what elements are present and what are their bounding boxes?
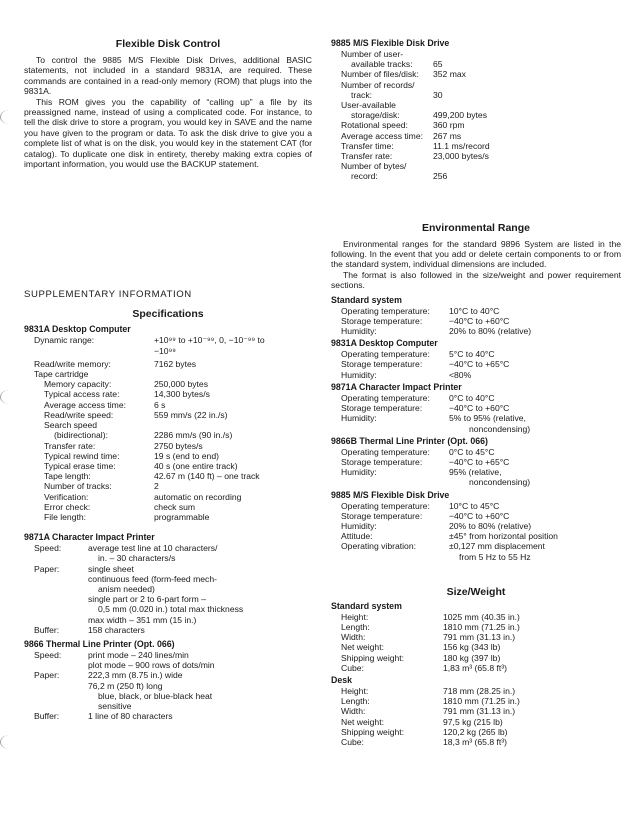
specifications-heading: Specifications <box>132 308 204 321</box>
spec-label: Length: <box>341 621 370 632</box>
spec-value: 6 s <box>154 399 166 410</box>
spec-value: 5°C to 40°C <box>449 349 495 360</box>
spec-value: 1,83 m³ (65.8 ft³) <box>443 662 507 673</box>
spec-value: 7162 bytes <box>154 358 197 369</box>
env-impact-printer-list <box>331 393 621 434</box>
spec-value: 19 s (end to end) <box>154 450 219 461</box>
paragraph-environment-format: The format is also followed in the size/weight and power requirement sections. <box>331 269 621 291</box>
spec-value: anism needed) <box>98 583 155 594</box>
spec-value: 180 kg (397 lb) <box>443 652 501 663</box>
spec-label: Net weight: <box>341 642 384 653</box>
spec-value: 97,5 kg (215 lb) <box>443 716 503 727</box>
spec-label: Transfer rate: <box>341 151 393 162</box>
spec-label: Paper: <box>34 563 60 574</box>
spec-value: 791 mm (31.13 in.) <box>443 632 516 643</box>
spec-value: 20% to 80% (relative) <box>449 520 532 531</box>
spec-label: Buffer: <box>34 711 60 722</box>
spec-value: 791 mm (31.13 in.) <box>443 706 516 717</box>
env-impact-printer-heading: 9871A Character Impact Printer <box>331 381 462 392</box>
spec-label: Error check: <box>44 501 91 512</box>
spec-value: max width – 351 mm (15 in.) <box>88 614 197 625</box>
spec-label: Height: <box>341 611 369 622</box>
spec-value: 256 <box>433 171 448 182</box>
spec-value: 158 characters <box>88 624 145 635</box>
spec-label: Shipping weight: <box>341 652 405 663</box>
spec-label: Number of files/disk: <box>341 69 419 80</box>
env-thermal-printer-list <box>331 447 621 488</box>
env-desktop-computer-heading: 9831A Desktop Computer <box>331 338 438 349</box>
spec-label: Speed: <box>34 543 62 554</box>
spec-label: Transfer rate: <box>44 440 96 451</box>
spec-label: available tracks: <box>351 59 413 70</box>
spec-value: 2 <box>154 481 159 492</box>
spec-value: −40°C to +65°C <box>449 359 510 370</box>
env-disk-drive-list <box>331 501 621 562</box>
spec-label: Cube: <box>341 736 364 747</box>
spec-value: 120,2 kg (265 lb) <box>443 726 508 737</box>
spec-value: in. – 30 characters/s <box>98 553 176 564</box>
spec-label: Storage temperature: <box>341 456 423 467</box>
spec-value: print mode – 240 lines/min <box>88 649 189 660</box>
spec-label: track: <box>351 89 373 100</box>
spec-value: 718 mm (28.25 in.) <box>443 685 516 696</box>
spec-value: 1025 mm (40.35 in.) <box>443 611 520 622</box>
spec-value: −10⁹⁹ <box>154 345 176 356</box>
spec-value: −40°C to +60°C <box>449 403 510 414</box>
spec-value: +10⁹⁹ to +10⁻⁹⁹, 0, −10⁻⁹⁹ to <box>154 335 265 346</box>
spec-label: Typical erase time: <box>44 460 116 471</box>
left-column <box>24 0 312 721</box>
spec-label: Humidity: <box>341 369 377 380</box>
spec-label: Operating temperature: <box>341 305 430 316</box>
spec-value: 2750 bytes/s <box>154 440 203 451</box>
thermal-printer-heading: 9866 Thermal Line Printer (Opt. 066) <box>24 638 175 649</box>
spec-value: ±45° from horizontal position <box>449 531 558 542</box>
spec-label: Tape length: <box>44 471 91 482</box>
impact-printer-spec-list <box>24 543 312 635</box>
spec-label: Number of tracks: <box>44 481 112 492</box>
spec-label: File length: <box>44 511 87 522</box>
env-disk-drive-heading: 9885 M/S Flexible Disk Drive <box>331 489 450 500</box>
spec-value: plot mode – 900 rows of dots/min <box>88 660 215 671</box>
spec-label: Transfer time: <box>341 140 394 151</box>
spec-label: Net weight: <box>341 716 384 727</box>
spec-label: Dynamic range: <box>34 335 95 346</box>
flexible-disk-control-heading: Flexible Disk Control <box>115 38 221 50</box>
spec-label: Rotational speed: <box>341 120 408 131</box>
supplementary-information-heading: SUPPLEMENTARY INFORMATION <box>24 289 192 301</box>
spec-label: Height: <box>341 685 369 696</box>
spec-value: 20% to 80% (relative) <box>449 326 532 337</box>
spec-label: Length: <box>341 696 370 707</box>
spec-value: 0,5 mm (0.020 in.) total max thickness <box>98 604 244 615</box>
spec-value: average test line at 10 characters/ <box>88 543 218 554</box>
disk-drive-heading: 9885 M/S Flexible Disk Drive <box>331 38 450 48</box>
spec-value: from 5 Hz to 55 Hz <box>459 551 531 562</box>
right-column <box>331 0 621 747</box>
paragraph-environment-intro: Environmental ranges for the standard 9896 System are listed in the following. In the event that you add or delete certain components to or from the standard system, individual dimensions are included. <box>331 238 621 270</box>
spec-value: 0°C to 45°C <box>449 446 495 457</box>
size-weight-heading: Size/Weight <box>446 585 506 598</box>
spec-value: 2286 mm/s (90 in./s) <box>154 430 233 441</box>
spec-label: Storage temperature: <box>341 315 423 326</box>
spec-value: 250,000 bytes <box>154 379 208 390</box>
tape-spec-list-a <box>24 379 312 440</box>
impact-printer-heading: 9871A Character Impact Printer <box>24 532 155 543</box>
spec-label: Number of user- <box>341 49 404 59</box>
spec-label: Humidity: <box>341 326 377 337</box>
spec-value: 1810 mm (71.25 in.) <box>443 696 520 707</box>
spec-value: 14,300 bytes/s <box>154 389 210 400</box>
spec-value: −40°C to +60°C <box>449 315 510 326</box>
spec-value: 222,3 mm (8.75 in.) wide <box>88 670 183 681</box>
spec-label: Typical access rate: <box>44 389 120 400</box>
spec-label: Operating temperature: <box>341 500 430 511</box>
spec-label: Buffer: <box>34 624 60 635</box>
spec-value: 1810 mm (71.25 in.) <box>443 621 520 632</box>
spec-value: 360 rpm <box>433 120 465 131</box>
spec-label: User-available <box>341 100 396 111</box>
binder-hole-mark <box>0 735 19 749</box>
spec-value: 11.1 ms/record <box>433 140 490 151</box>
spec-label: Tape cartridge <box>34 369 89 380</box>
spec-label: Operating temperature: <box>341 392 430 403</box>
spec-label: Verification: <box>44 491 89 502</box>
spec-label: Humidity: <box>341 413 377 424</box>
env-desktop-computer-list <box>331 349 621 380</box>
env-standard-system-list <box>331 306 621 337</box>
spec-label: Number of records/ <box>341 79 415 90</box>
spec-value: sensitive <box>98 700 132 711</box>
spec-value: 10°C to 45°C <box>449 500 500 511</box>
spec-label: Storage temperature: <box>341 510 423 521</box>
spec-label: Humidity: <box>341 467 377 478</box>
spec-value: 156 kg (343 lb) <box>443 642 501 653</box>
spec-label: Number of bytes/ <box>341 161 407 172</box>
spec-label: (bidirectional): <box>54 430 108 441</box>
spec-label: Typical rewind time: <box>44 450 120 461</box>
spec-label: Memory capacity: <box>44 379 112 390</box>
spec-label: Speed: <box>34 649 62 660</box>
spec-value: automatic on recording <box>154 491 242 502</box>
env-standard-system-heading: Standard system <box>331 294 402 305</box>
spec-value: 30 <box>433 89 443 100</box>
size-desk-heading: Desk <box>331 674 353 685</box>
spec-label: Operating vibration: <box>341 541 416 552</box>
paragraph-rom-intro: To control the 9885 M/S Flexible Disk Drives, additional BASIC statements, not included in a standard 9831A, are required. These commands are contained in a read-only memory (ROM) that plugs into the 9831A. <box>24 55 312 97</box>
desktop-spec-list <box>24 335 312 379</box>
binder-hole-mark <box>0 110 19 124</box>
spec-label: Average access time: <box>341 130 423 141</box>
spec-value: continuous feed (form-feed mech- <box>88 573 217 584</box>
spec-label: Read/write speed: <box>44 409 114 420</box>
size-desk-list <box>331 686 621 747</box>
disk-drive-spec-list <box>331 49 621 182</box>
spec-value: 5% to 95% (relative, <box>449 413 526 424</box>
size-standard-system-heading: Standard system <box>331 600 402 611</box>
spec-value: 559 mm/s (22 in./s) <box>154 409 228 420</box>
spec-value: programmable <box>154 511 210 522</box>
spec-label: Cube: <box>341 662 364 673</box>
spec-value: single sheet <box>88 563 134 574</box>
spec-label: storage/disk: <box>351 110 400 121</box>
paragraph-rom-capability: This ROM gives you the capability of “calling up” a file by its preassigned name, instead of using a complicated code. For instance, to tell the disk drive to store a program, you would key in SAVE and the name you have given to the program or data. To ask the disk drive to give you a complete list of what is on the disk, you would key in the statement CAT (for catalog). To duplicate one disk in entirety, thereby making extra copies of important information, you would use the BACKUP statement. <box>24 96 312 170</box>
spec-value: check sum <box>154 501 196 512</box>
spec-label: Operating temperature: <box>341 446 430 457</box>
spec-value: 42.67 m (140 ft) – one track <box>154 471 260 482</box>
spec-label: Width: <box>341 706 366 717</box>
spec-label: record: <box>351 171 378 182</box>
spec-value: 352 max <box>433 69 466 80</box>
spec-value: 76,2 m (250 ft) long <box>88 680 163 691</box>
spec-value: 95% (relative, <box>449 467 502 478</box>
spec-label: Attitude: <box>341 531 373 542</box>
spec-value: 23,000 bytes/s <box>433 151 489 162</box>
spec-value: <80% <box>449 369 472 380</box>
spec-value: 65 <box>433 59 443 70</box>
spec-value: −40°C to +65°C <box>449 456 510 467</box>
spec-value: 18,3 m³ (65.8 ft³) <box>443 736 507 747</box>
spec-value: noncondensing) <box>469 423 531 434</box>
spec-label: Operating temperature: <box>341 349 430 360</box>
spec-value: 1 line of 80 characters <box>88 711 173 722</box>
spec-label: Search speed <box>44 420 98 431</box>
spec-value: 267 ms <box>433 130 462 141</box>
binder-hole-mark <box>0 390 19 404</box>
spec-label: Humidity: <box>341 520 377 531</box>
tape-spec-list-b <box>24 441 312 523</box>
spec-label: Width: <box>341 632 366 643</box>
spec-value: 0°C to 40°C <box>449 392 495 403</box>
thermal-printer-spec-list <box>24 650 312 721</box>
spec-value: 499,200 bytes <box>433 110 487 121</box>
spec-label: Read/write memory: <box>34 358 111 369</box>
spec-label: Shipping weight: <box>341 726 405 737</box>
spec-value: single part or 2 to 6-part form – <box>88 594 206 605</box>
env-thermal-printer-heading: 9866B Thermal Line Printer (Opt. 066) <box>331 435 488 446</box>
spec-value: noncondensing) <box>469 477 531 488</box>
spec-label: Paper: <box>34 670 60 681</box>
spec-value: blue, black, or blue-black heat <box>98 690 213 701</box>
spec-value: −40°C to +60°C <box>449 510 510 521</box>
spec-label: Average access time: <box>44 399 126 410</box>
spec-label: Storage temperature: <box>341 359 423 370</box>
environmental-range-heading: Environmental Range <box>422 221 530 234</box>
spec-label: Storage temperature: <box>341 403 423 414</box>
size-standard-system-list <box>331 612 621 673</box>
spec-value: 40 s (one entire track) <box>154 460 238 471</box>
spec-value: ±0,127 mm displacement <box>449 541 545 552</box>
desktop-computer-heading: 9831A Desktop Computer <box>24 324 131 335</box>
spec-value: 10°C to 40°C <box>449 305 500 316</box>
